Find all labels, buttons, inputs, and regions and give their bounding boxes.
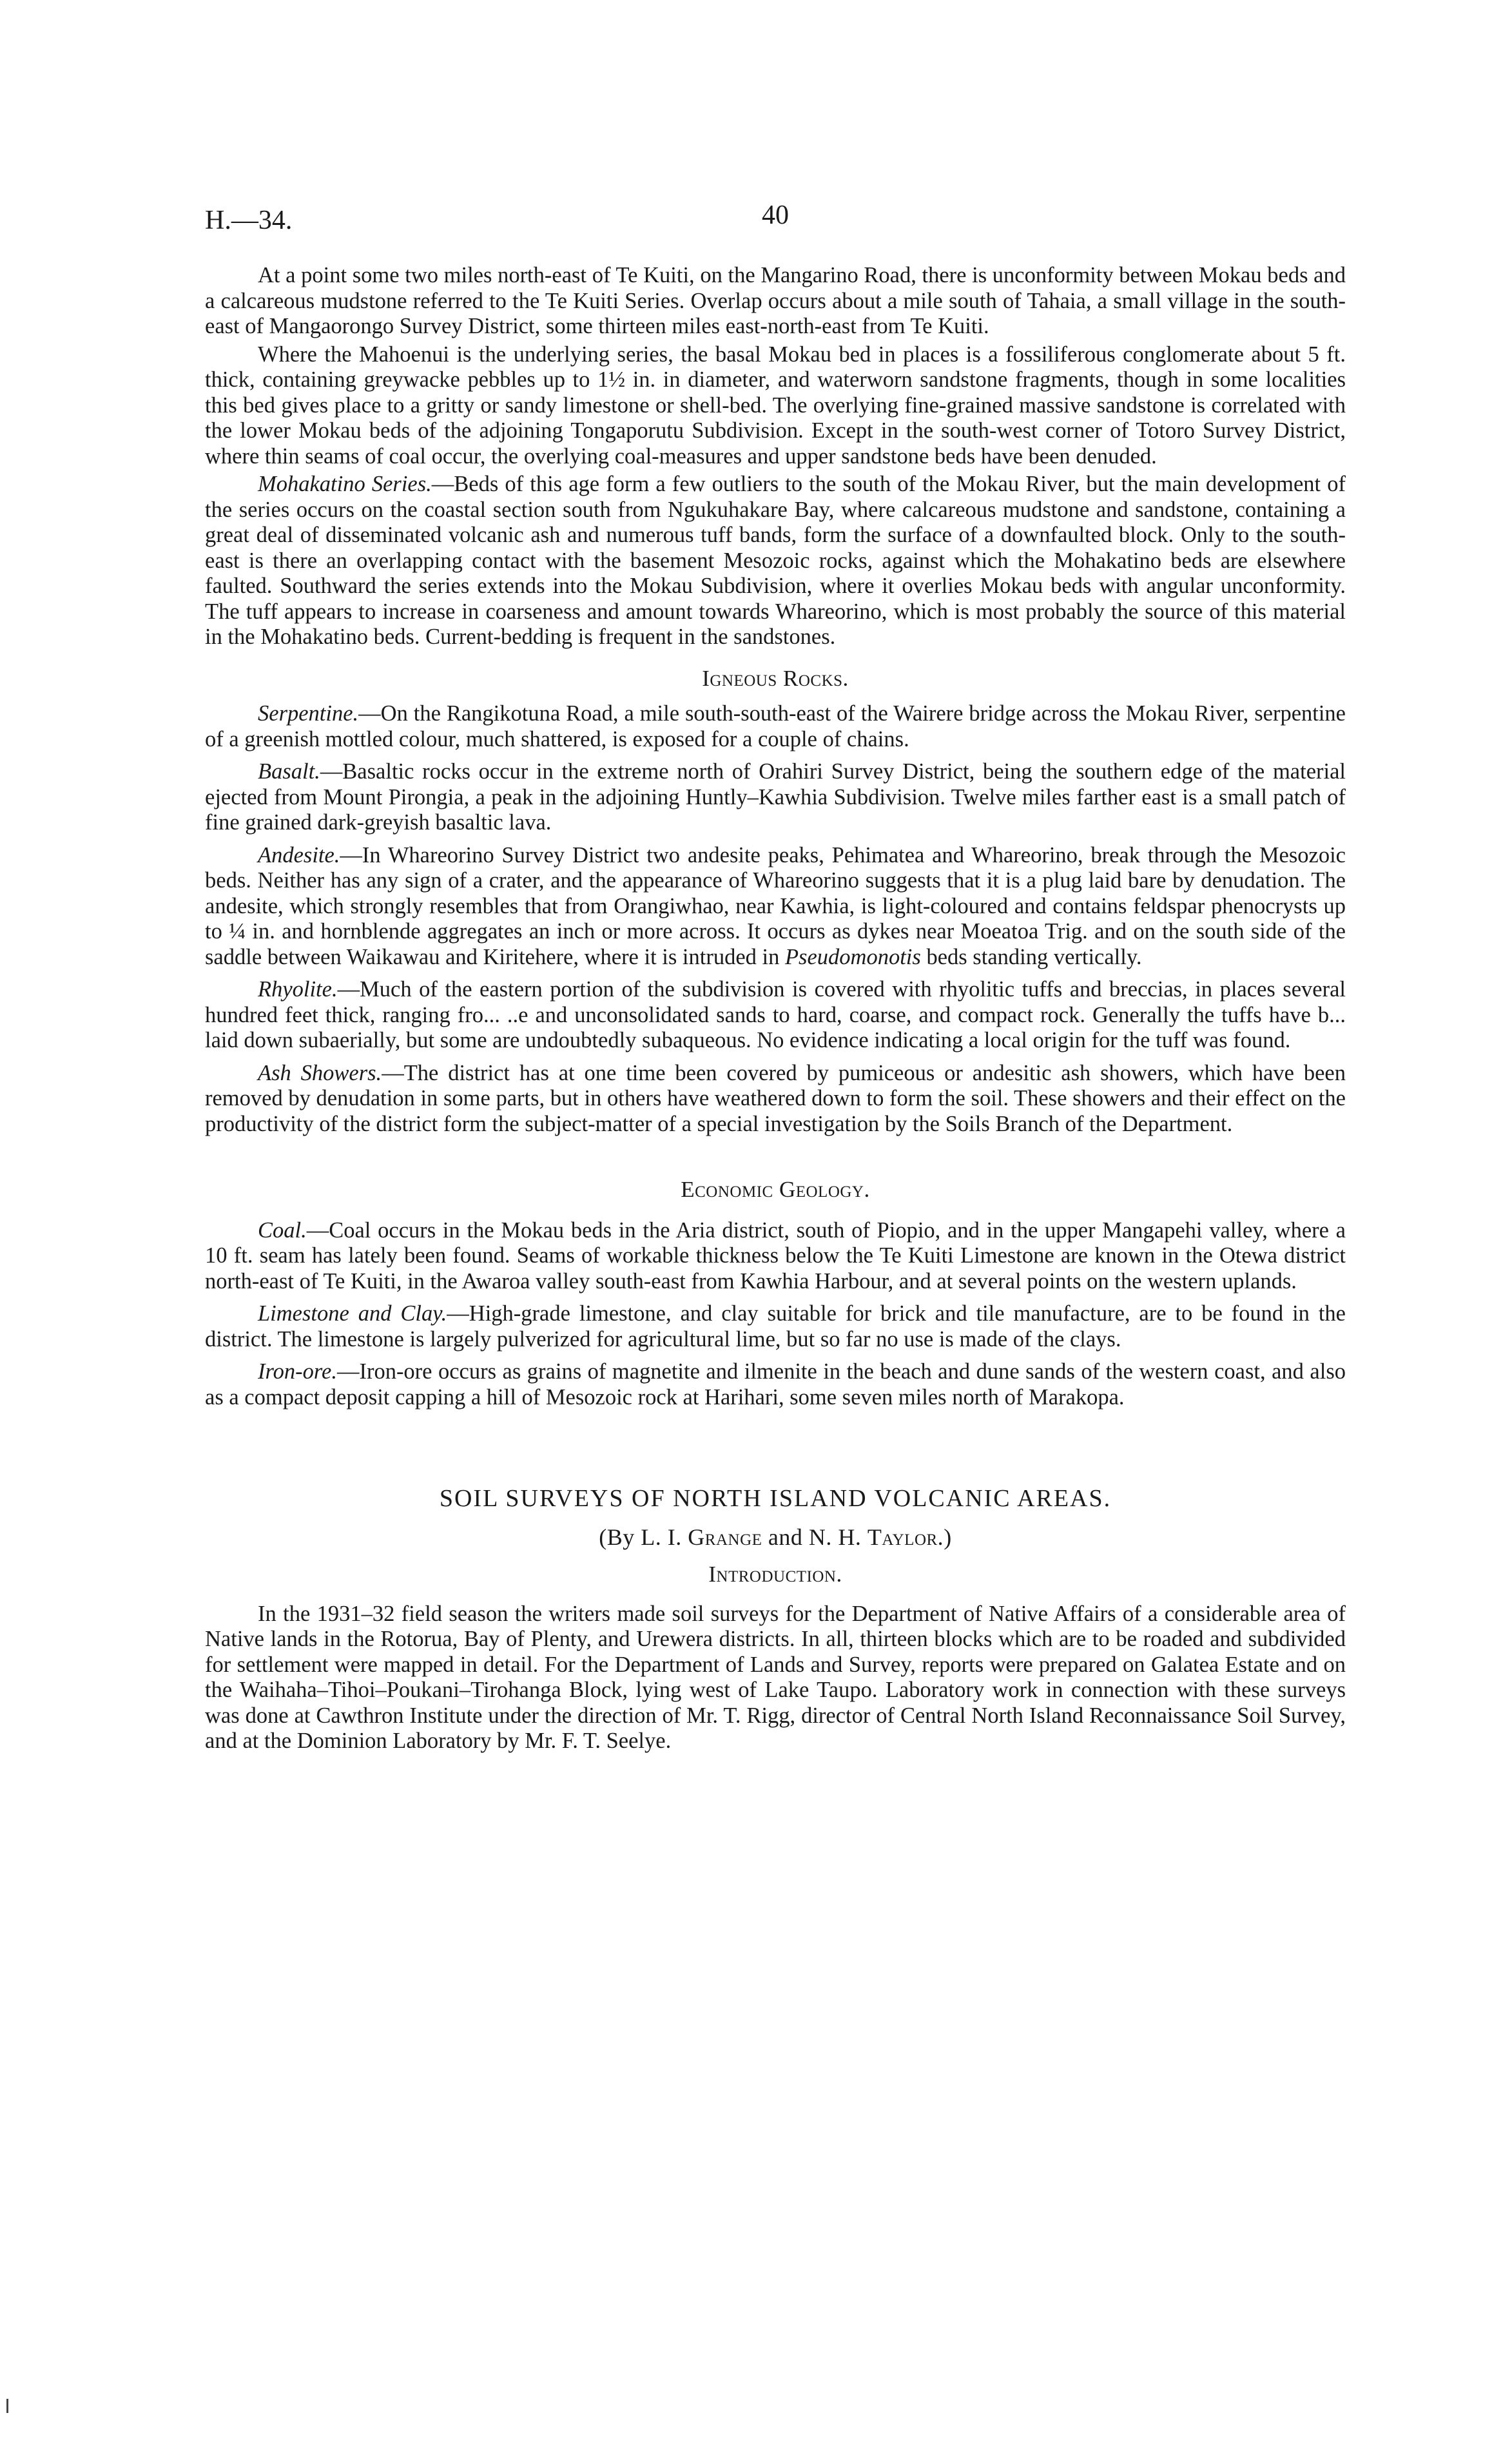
author-taylor: Taylor. <box>867 1524 944 1550</box>
paragraph-limestone-clay: Limestone and Clay.—High-grade limestone, and clay suitable for brick and tile manufacture, are to be found in the district. The limestone is largely pulverized for agricultural lime, but so far no use is made of the clays. <box>205 1301 1346 1352</box>
byline: (By L. I. Grange and N. H. Taylor.) <box>599 1524 952 1550</box>
term-andesite: Andesite. <box>258 842 340 867</box>
heading-igneous-rocks: Igneous Rocks. <box>702 665 849 691</box>
page-header <box>205 200 1346 244</box>
term-ash-showers: Ash Showers. <box>258 1060 382 1085</box>
term-rhyolite: Rhyolite. <box>258 977 338 1002</box>
paragraph-serpentine: Serpentine.—On the Rangikotuna Road, a mile south-south-east of the Wairere bridge across the Mokau River, serpentine of a greenish mottled colour, much shattered, is exposed for a couple of chains. <box>205 701 1346 751</box>
term-iron-ore: Iron-ore. <box>258 1359 337 1384</box>
heading-introduction: Introduction. <box>708 1562 842 1587</box>
term-mohakatino: Mohakatino Series. <box>258 472 432 496</box>
page-number: 40 <box>762 200 789 230</box>
term-coal: Coal. <box>258 1217 307 1243</box>
paragraph-mahoenui: Where the Mahoenui is the underlying series, the basal Mokau bed in places is a fossiliferous conglomerate about 5 ft. thick, containing greywacke pebbles up to 1½ in. in diameter, and waterworn sandstone fragments, though in some localities this bed gives place to a gritty or sandy limestone or shell-bed. The overlying fine-grained massive sandstone is correlated with the lower Mokau beds of the adjoining Tongaporutu Subdivision. Except in the south-west corner of Totoro Survey District, where thin seams of coal occur, the overlying coal-measures and upper sandstone beds have been denuded. <box>205 342 1346 469</box>
term-basalt: Basalt. <box>258 759 320 784</box>
term-serpentine: Serpentine. <box>258 701 359 726</box>
paragraph-andesite: Andesite.—In Whareorino Survey District two andesite peaks, Pehimatea and Whareorino, break through the Mesozoic beds. Neither has any sign of a crater, and the appearance of Whareorino suggests that it is a plug laid bare by denudation. The andesite, which strongly resembles that from Orangiwhao, near Kawhia, is light-coloured and contains feldspar phenocrysts up to ¼ in. and hornblende aggregates an inch or more across. It occurs as dykes near Moeatoa Trig. and on the south side of the saddle between Waikawau and Kiritehere, where it is intruded in Pseudomonotis beds standing vertically. <box>205 842 1346 969</box>
genus-pseudomonotis: Pseudomonotis <box>784 944 921 969</box>
section-title-soil-surveys: SOIL SURVEYS OF NORTH ISLAND VOLCANIC AREAS. <box>439 1485 1112 1512</box>
paragraph-mohakatino: Mohakatino Series.—Beds of this age form a few outliers to the south of the Mokau River, but the main development of the series occurs on the coastal section south from Ngukuhakare Bay, where calcareous mudstone and sandstone, containing a great deal of disseminated volcanic ash and numerous tuff bands, form the surface of a downfaulted block. Only to the south-east is there an overlapping contact with the basement Mesozoic rocks, against which the Mohakatino beds are elsewhere faulted. Southward the series extends into the Mokau Subdivision, where it overlies Mokau beds with angular unconformity. The tuff appears to increase in coarseness and amount towards Whareorino, which is most probably the source of this material in the Mohakatino beds. Current-bedding is frequent in the sandstones. <box>205 472 1346 649</box>
term-limestone-clay: Limestone and Clay. <box>258 1301 447 1326</box>
heading-economic-geology: Economic Geology. <box>681 1177 870 1202</box>
paragraph-basalt: Basalt.—Basaltic rocks occur in the extreme north of Orahiri Survey District, being the southern edge of the material ejected from Mount Pirongia, a peak in the adjoining Huntly–Kawhia Subdivision. Twelve miles farther east is a small patch of fine grained dark-greyish basaltic lava. <box>205 759 1346 835</box>
author-grange: Grange <box>688 1524 762 1550</box>
paragraph-coal: Coal.—Coal occurs in the Mokau beds in the Aria district, south of Piopio, and in the upper Mangapehi valley, where a 10 ft. seam has lately been found. Seams of workable thickness below the Te Kuiti Limestone are known in the Otewa district north-east of Te Kuiti, in the Awaroa valley south-east from Kawhia Harbour, and at several points on the western uplands. <box>205 1217 1346 1294</box>
document-reference: H.—34. <box>205 206 293 235</box>
scan-margin-mark <box>6 2399 8 2413</box>
paragraph-rhyolite: Rhyolite.—Much of the eastern portion of the subdivision is covered with rhyolitic tuffs and breccias, in places several hundred feet thick, ranging fro... ..e and unconsolidated sands to hard, coarse, and compact rock. Generally the tuffs have b... laid down subaerially, but some are undoubtedly subaqueous. No evidence indicating a local origin for the tuff was found. <box>205 977 1346 1052</box>
paragraph-introduction: In the 1931–32 field season the writers made soil surveys for the Department of Native Affairs of a considerable area of Native lands in the Rotorua, Bay of Plenty, and Urewera districts. In all, thirteen blocks which are to be roaded and subdivided for settlement were mapped in detail. For the Department of Lands and Survey, reports were prepared on Galatea Estate and on the Waihaha–Tihoi–Poukani–Tirohanga Block, lying west of Lake Taupo. Laboratory work in connection with these surveys was done at Cawthron Institute under the direction of Mr. T. Rigg, director of Central North Island Reconnaissance Soil Survey, and at the Dominion Laboratory by Mr. F. T. Seelye. <box>205 1601 1346 1753</box>
paragraph-ash-showers: Ash Showers.—The district has at one time been covered by pumiceous or andesitic ash showers, which have been removed by denudation in some parts, but in others have weathered down to form the soil. These showers and their effect on the productivity of the district form the subject-matter of a special investigation by the Soils Branch of the Department. <box>205 1060 1346 1136</box>
paragraph-iron-ore: Iron-ore.—Iron-ore occurs as grains of magnetite and ilmenite in the beach and dune sands of the western coast, and also as a compact deposit capping a hill of Mesozoic rock at Harihari, some seven miles north of Marakopa. <box>205 1359 1346 1410</box>
geology-column <box>205 263 1346 1754</box>
paragraph-unconformity: At a point some two miles north-east of Te Kuiti, on the Mangarino Road, there is unconformity between Mokau beds and a calcareous mudstone referred to the Te Kuiti Series. Overlap occurs about a mile south of Tahaia, a small village in the south-east of Mangaorongo Survey District, some thirteen miles east-north-east from Te Kuiti. <box>205 263 1346 338</box>
